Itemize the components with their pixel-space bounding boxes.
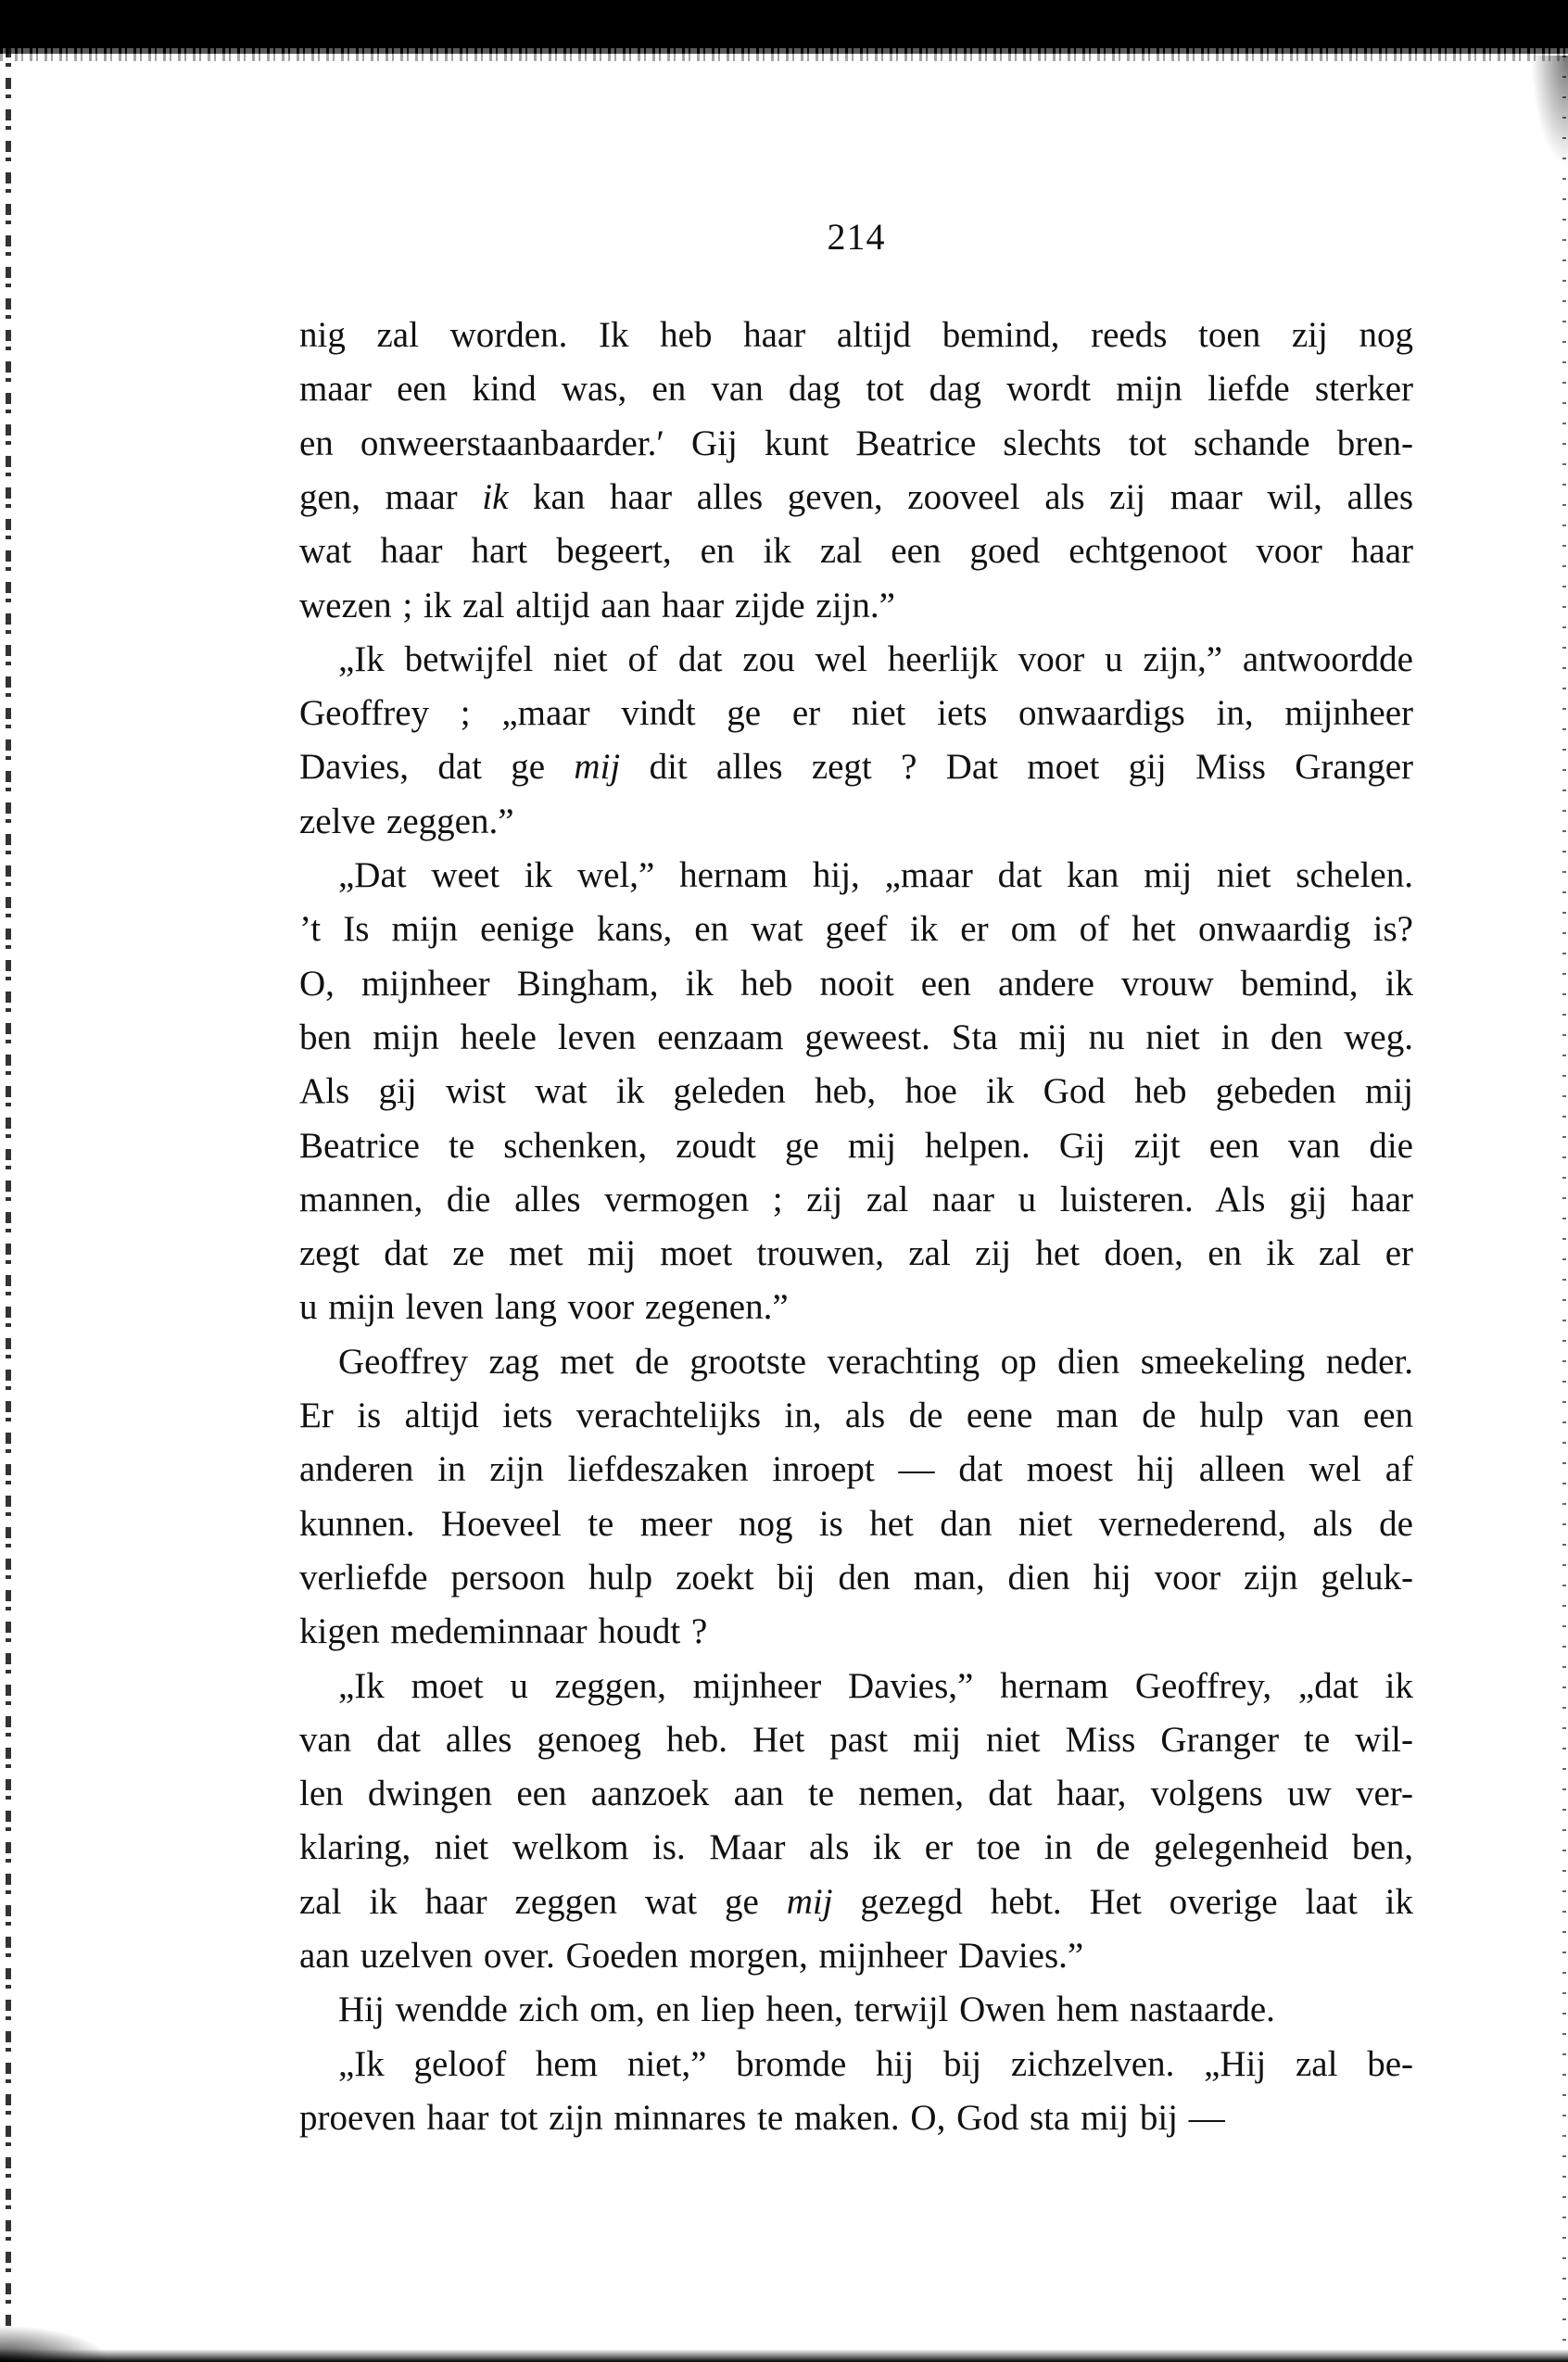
text-line <box>299 1443 1413 1497</box>
text-line <box>299 1929 1413 1983</box>
text-line <box>299 1713 1413 1767</box>
text-run: Davies, dat ge <box>299 747 575 787</box>
text-line <box>299 1173 1413 1227</box>
text-line <box>299 524 1413 578</box>
text-run: „Dat weet ik wel,” hernam hij, „maar dat kan mij niet schelen. <box>338 855 1413 895</box>
text-run: gen, maar <box>299 477 483 517</box>
text-line <box>299 2091 1413 2145</box>
text-run: wat haar hart begeert, en ik zal een goed echtgenoot voor haar <box>299 531 1413 571</box>
text-run: Als gij wist wat ik geleden heb, hoe ik God heb gebeden mij <box>299 1071 1413 1111</box>
text-line <box>299 1281 1413 1334</box>
text-line <box>299 579 1413 633</box>
text-run: kunnen. Hoeveel te meer nog is het dan niet vernederend, als de <box>299 1504 1413 1544</box>
text-run: „Ik moet u zeggen, mijnheer Davies,” hernam Geoffrey, „dat ik <box>338 1666 1413 1706</box>
text-run: proeven haar tot zijn minnares te maken. O, God sta mij bij — <box>299 2098 1225 2138</box>
text-run: van dat alles genoeg heb. Het past mij niet Miss Granger te wil- <box>299 1720 1413 1760</box>
text-run: nig zal worden. Ik heb haar altijd bemind, reeds toen zij nog <box>299 315 1413 355</box>
text-run: verliefde persoon hulp zoekt bij den man, dien hij voor zijn geluk- <box>299 1558 1413 1598</box>
text-line <box>299 633 1413 687</box>
text-line <box>299 1983 1413 2037</box>
scan-edge-left <box>6 46 11 2326</box>
emphasis: mij <box>574 747 621 787</box>
text-line <box>299 795 1413 849</box>
text-run: zelve zeggen.” <box>299 802 514 841</box>
text-line <box>299 1011 1413 1065</box>
text-line <box>299 1876 1413 1929</box>
text-line <box>299 849 1413 903</box>
text-line <box>299 1605 1413 1659</box>
emphasis: mij <box>786 1882 833 1922</box>
text-run: u mijn leven lang voor zegenen.” <box>299 1287 789 1327</box>
text-run: „Ik betwijfel niet of dat zou wel heerlijk voor u zijn,” antwoordde <box>338 639 1413 679</box>
text-run: ben mijn heele leven eenzaam geweest. Sta mij nu niet in den weg. <box>299 1017 1413 1057</box>
text-run: O, mijnheer Bingham, ik heb nooit een andere vrouw bemind, ik <box>299 964 1413 1004</box>
text-line <box>299 1660 1413 1713</box>
text-line <box>299 1335 1413 1389</box>
text-run: anderen in zijn liefdeszaken inroept — dat moest hij alleen wel af <box>299 1449 1413 1489</box>
text-line <box>299 1551 1413 1605</box>
text-run: aan uzelven over. Goeden morgen, mijnheer Davies.” <box>299 1936 1084 1976</box>
text-run: en onweerstaanbaarder.′ Gij kunt Beatrice slechts tot schande bren- <box>299 423 1413 463</box>
text-run: Hij wendde zich om, en liep heen, terwijl Owen hem nastaarde. <box>338 1989 1275 2029</box>
text-run: klaring, niet welkom is. Maar als ik er toe in de gelegenheid ben, <box>299 1827 1413 1867</box>
text-run: zegt dat ze met mij moet trouwen, zal zij het doen, en ik zal er <box>299 1233 1413 1273</box>
text-line <box>299 687 1413 740</box>
text-run: Geoffrey ; „maar vindt ge er niet iets onwaardigs in, mijnheer <box>299 693 1413 733</box>
scan-corner-smudge <box>1531 56 1568 167</box>
text-line <box>299 362 1413 416</box>
page-number: 214 <box>827 216 886 258</box>
text-run: len dwingen een aanzoek aan te nemen, dat haar, volgens uw ver- <box>299 1774 1413 1813</box>
text-line <box>299 309 1413 362</box>
scan-edge-top <box>0 0 1568 54</box>
text-line <box>299 1821 1413 1875</box>
text-run: Beatrice te schenken, zoudt ge mij helpen. Gij zijt een van die <box>299 1126 1413 1166</box>
scan-edge-right <box>1562 56 1566 2344</box>
text-run: maar een kind was, en van dag tot dag wordt mijn liefde sterker <box>299 369 1413 409</box>
text-line <box>299 417 1413 471</box>
text-run: wezen ; ik zal altijd aan haar zijde zijn.” <box>299 586 895 625</box>
text-line <box>299 740 1413 794</box>
text-run: ’t Is mijn eenige kans, en wat geef ik er om of het onwaardig is? <box>299 909 1413 949</box>
text-line <box>299 1389 1413 1443</box>
text-line <box>299 471 1413 524</box>
text-run: dit alles zegt ? Dat moet gij Miss Granger <box>620 747 1413 787</box>
text-line <box>299 2038 1413 2091</box>
text-run: Er is altijd iets verachtelijks in, als de eene man de hulp van een <box>299 1396 1413 1435</box>
scan-edge-top-ragged <box>0 48 1568 61</box>
scan-corner-bottom-left <box>0 2325 111 2362</box>
text-run: Geoffrey zag met de grootste verachting op dien smeekeling neder. <box>338 1342 1413 1382</box>
scan-edge-bottom <box>0 2349 1568 2362</box>
text-run: zal ik haar zeggen wat ge <box>299 1882 787 1922</box>
text-line <box>299 957 1413 1011</box>
text-run: mannen, die alles vermogen ; zij zal naar u luisteren. Als gij haar <box>299 1180 1413 1219</box>
text-line <box>299 1065 1413 1118</box>
emphasis: ik <box>482 477 509 517</box>
text-line <box>299 903 1413 956</box>
text-run: kan haar alles geven, zooveel als zij maar wil, alles <box>508 477 1413 517</box>
text-line <box>299 1119 1413 1173</box>
text-line <box>299 1767 1413 1821</box>
text-line <box>299 1227 1413 1281</box>
text-run: „Ik geloof hem niet,” bromde hij bij zichzelven. „Hij zal be- <box>338 2044 1413 2084</box>
text-run: gezegd hebt. Het overige laat ik <box>832 1882 1413 1922</box>
text-run: kigen medeminnaar houdt ? <box>299 1611 708 1651</box>
text-line <box>299 1497 1413 1551</box>
